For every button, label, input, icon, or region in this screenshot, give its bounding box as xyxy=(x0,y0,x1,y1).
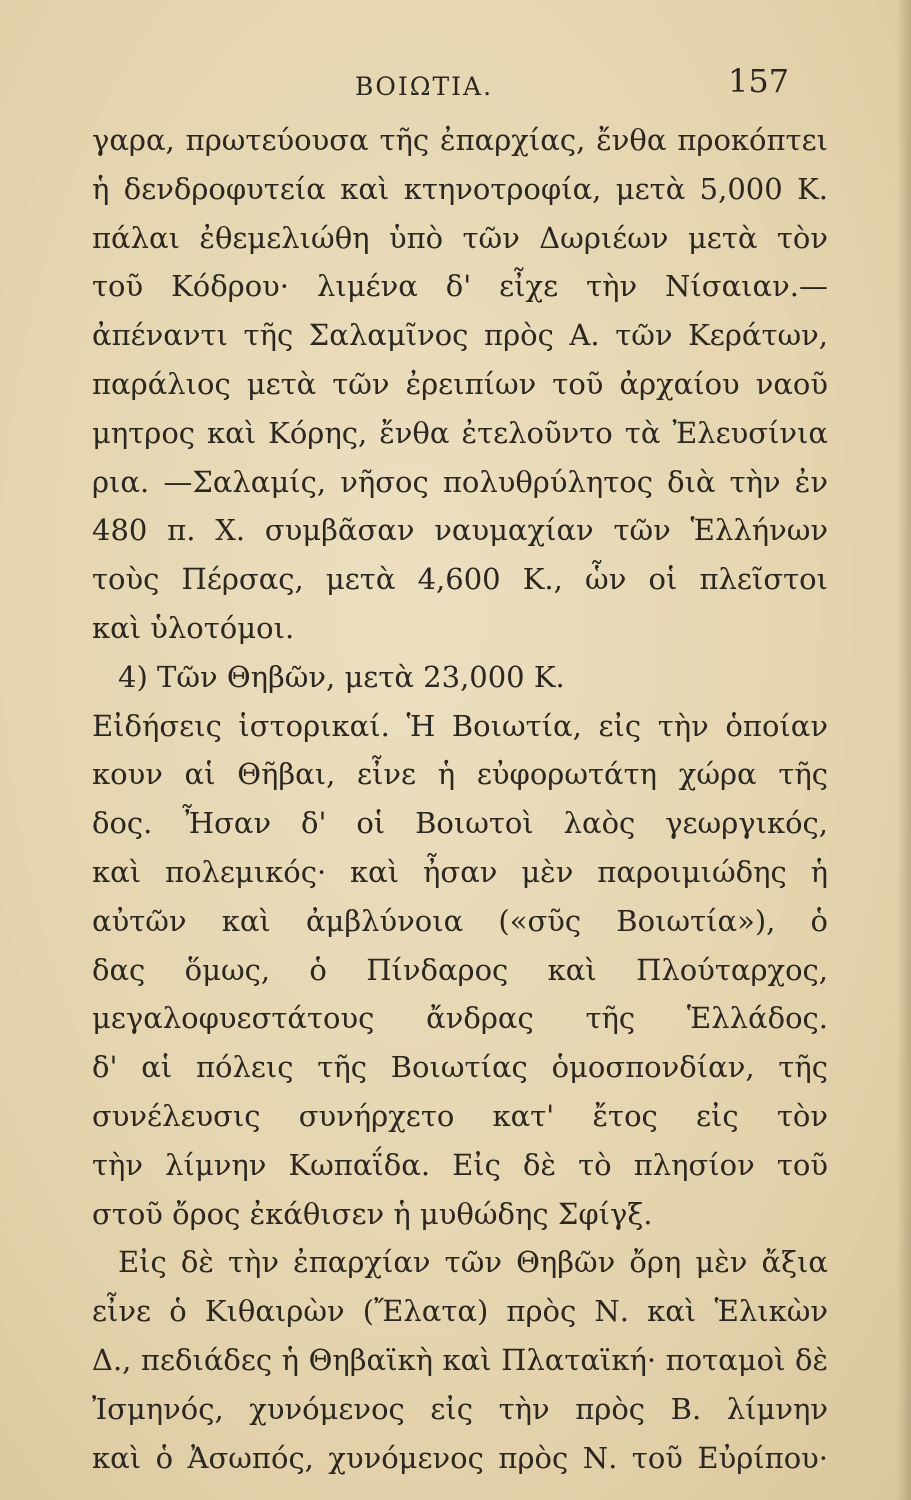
body-text xyxy=(92,116,828,1482)
text-line: 480 π. Χ. συμβᾶσαν ναυμαχίαν τῶν Ἑλλήνων xyxy=(92,513,828,548)
text-line: Εἰδήσεις ἱστορικαί. Ἡ Βοιωτία, εἰς τὴν ὁποίαν xyxy=(92,708,828,743)
section-heading: 4) Τῶν Θηβῶν, μετὰ 23,000 Κ. xyxy=(118,659,565,694)
text-line: μητρος καὶ Κόρης, ἔνθα ἐτελοῦντο τὰ Ἐλευσίνια xyxy=(92,415,828,450)
text-line: καὶ ὁ Ἀσωπός, χυνόμενος πρὸς Ν. τοῦ Εὐρίπου· xyxy=(92,1440,828,1475)
text-line: πάλαι ἐθεμελιώθη ὑπὸ τῶν Δωριέων μετὰ τὸν xyxy=(92,220,828,255)
text-line: τοὺς Πέρσας, μετὰ 4,600 Κ., ὧν οἱ πλεῖστοι xyxy=(92,562,828,597)
text-line: ἡ δενδροφυτεία καὶ κτηνοτροφία, μετὰ 5,000 Κ. xyxy=(92,171,828,206)
text-line: τὴν λίμνην Κωπαΐδα. Εἰς δὲ τὸ πλησίον τοῦ xyxy=(92,1147,828,1182)
text-line: εἶνε ὁ Κιθαιρὼν (Ἔλατα) πρὸς Ν. καὶ Ἑλικὼν xyxy=(92,1294,828,1329)
running-head xyxy=(0,62,911,108)
text-line: ρια. —Σαλαμίς, νῆσος πολυθρύλητος διὰ τὴν ἐν xyxy=(92,464,828,499)
text-line: καὶ πολεμικός· καὶ ἦσαν μὲν παροιμιώδης ἡ xyxy=(92,854,828,889)
text-line: κουν αἱ Θῆβαι, εἶνε ἡ εὐφορωτάτη χώρα τῆς xyxy=(92,757,828,792)
text-line: δος. Ἦσαν δ' οἱ Βοιωτοὶ λαὸς γεωργικός, xyxy=(92,806,828,841)
text-line: παράλιος μετὰ τῶν ἐρειπίων τοῦ ἀρχαίου ναοῦ xyxy=(92,366,828,401)
text-line: τοῦ Κόδρου· λιμένα δ' εἶχε τὴν Νίσαιαν.— xyxy=(92,269,828,304)
text-line: Δ., πεδιάδες ἡ Θηβαϊκὴ καὶ Πλαταϊκή· ποταμοὶ δὲ xyxy=(92,1342,828,1377)
page-edge-shadow xyxy=(897,0,911,1500)
text-line: Εἰς δὲ τὴν ἐπαρχίαν τῶν Θηβῶν ὄρη μὲν ἄξια xyxy=(118,1245,828,1280)
text-line: καὶ ὑλοτόμοι. xyxy=(92,610,295,645)
text-line: αὐτῶν καὶ ἀμβλύνοια («σῦς Βοιωτία»), ὁ xyxy=(92,903,828,938)
page-number: 157 xyxy=(728,62,790,100)
text-line: δ' αἱ πόλεις τῆς Βοιωτίας ὁμοσπονδίαν, τῆς xyxy=(92,1050,828,1085)
text-line: δας ὅμως, ὁ Πίνδαρος καὶ Πλούταρχος, xyxy=(92,952,828,987)
text-line: Ἰσμηνός, χυνόμενος εἰς τὴν πρὸς Β. λίμνην xyxy=(92,1391,828,1426)
text-line: ἀπέναντι τῆς Σαλαμῖνος πρὸς Α. τῶν Κεράτων, xyxy=(92,318,828,353)
text-line: μεγαλοφυεστάτους ἄνδρας τῆς Ἑλλάδος. xyxy=(92,1001,828,1036)
text-line: γαρα, πρωτεύουσα τῆς ἐπαρχίας, ἔνθα προκόπτει xyxy=(92,123,828,157)
running-title: ΒΟΙΩΤΙΑ. xyxy=(355,72,494,101)
text-line: στοῦ ὄρος ἐκάθισεν ἡ μυθώδης Σφίγξ. xyxy=(92,1196,653,1231)
text-line: συνέλευσις συνήρχετο κατ' ἔτος εἰς τὸν xyxy=(92,1098,828,1133)
